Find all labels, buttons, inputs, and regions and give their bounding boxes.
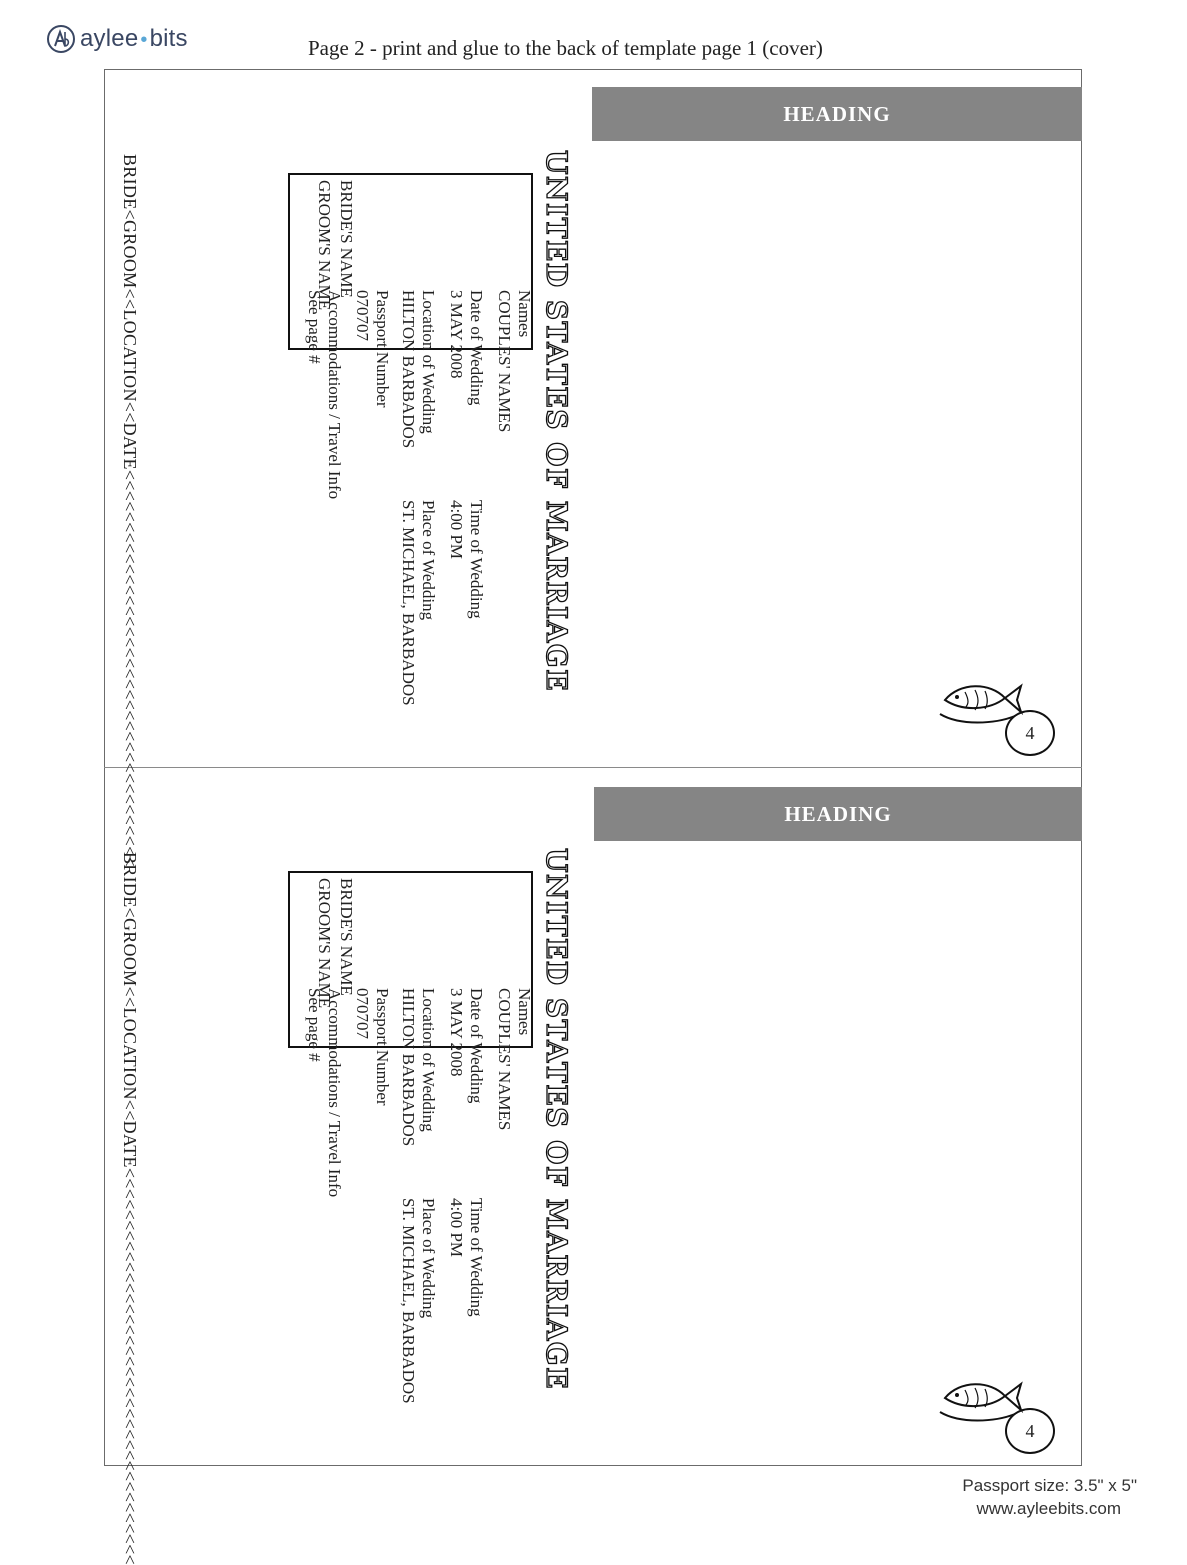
time-label: Time of Wedding: [467, 1198, 486, 1317]
names-value: COUPLES' NAMES: [495, 290, 514, 433]
time-value: 4:00 PM: [447, 500, 466, 560]
accommodations-value: See page #: [305, 988, 324, 1062]
document-title: UNITED STATES OF MARRIAGE: [540, 848, 573, 1391]
accommodations-value: See page #: [305, 290, 324, 364]
location-value: HILTON BARBADOS: [399, 290, 418, 449]
date-label: Date of Wedding: [467, 290, 486, 406]
date-label: Date of Wedding: [467, 988, 486, 1104]
names-label: Names: [515, 988, 534, 1036]
groom-name: GROOM'S NAME: [315, 878, 334, 1009]
location-value: HILTON BARBADOS: [399, 988, 418, 1147]
passport-size-note: Passport size: 3.5" x 5": [962, 1476, 1137, 1495]
passport-number-label: Passport Number: [373, 290, 392, 408]
place-label: Place of Wedding: [419, 500, 438, 621]
time-label: Time of Wedding: [467, 500, 486, 619]
heading-bar: HEADING: [594, 787, 1082, 841]
date-value: 3 MAY 2008: [447, 290, 466, 379]
page-number: 4: [1005, 710, 1055, 756]
passport-data-page: [120, 140, 575, 868]
passport-number-value: 070707: [353, 290, 372, 341]
heading-bar: HEADING: [592, 87, 1082, 141]
machine-readable-zone: BRIDE<GROOM<<LOCATION<<DATE<<<<<<<<<<<<<<<<<<<<<<<<<<<<<<<<<<<<<<: [120, 852, 140, 1565]
time-value: 4:00 PM: [447, 1198, 466, 1258]
document-title: UNITED STATES OF MARRIAGE: [540, 150, 573, 693]
groom-name: GROOM'S NAME: [315, 180, 334, 311]
machine-readable-zone: BRIDE<GROOM<<LOCATION<<DATE<<<<<<<<<<<<<<<<<<<<<<<<<<<<<<<<<<<<<<: [120, 154, 140, 868]
bride-name: BRIDE'S NAME: [337, 878, 356, 996]
passport-number-value: 070707: [353, 988, 372, 1039]
date-value: 3 MAY 2008: [447, 988, 466, 1077]
passport-number-label: Passport Number: [373, 988, 392, 1106]
passport-panel-top: [105, 70, 1082, 868]
website-url[interactable]: www.ayleebits.com: [976, 1499, 1121, 1518]
passport-data-page: [120, 838, 575, 1565]
place-value: ST. MICHAEL, BARBADOS: [399, 1198, 418, 1404]
accommodations-label: Accommodations / Travel Info: [325, 988, 344, 1198]
brand-logo: [46, 24, 188, 54]
place-value: ST. MICHAEL, BARBADOS: [399, 500, 418, 706]
location-label: Location of Wedding: [419, 290, 438, 434]
names-label: Names: [515, 290, 534, 338]
place-label: Place of Wedding: [419, 1198, 438, 1319]
accommodations-label: Accommodations / Travel Info: [325, 290, 344, 500]
page-title: Page 2 - print and glue to the back of template page 1 (cover): [308, 36, 823, 60]
names-value: COUPLES' NAMES: [495, 988, 514, 1131]
aylee-bits-logo-icon: [46, 24, 76, 54]
page-number: 4: [1005, 1408, 1055, 1454]
logo-text: aylee •bits: [80, 25, 188, 52]
bride-name: BRIDE'S NAME: [337, 180, 356, 298]
location-label: Location of Wedding: [419, 988, 438, 1132]
